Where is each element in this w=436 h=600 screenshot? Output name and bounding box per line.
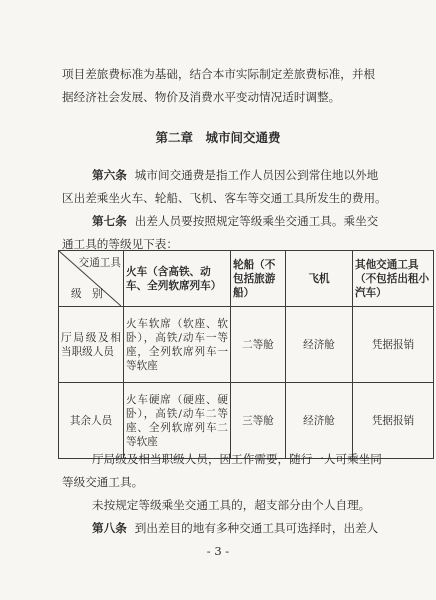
header-train: 火车（含高铁、动车、全列软席列车）: [124, 251, 231, 307]
text-line: 据经济社会发展、物价及消费水平变动情况适时调整。: [62, 90, 341, 104]
article-7-line-1: [92, 213, 378, 229]
article-7-text: 出差人员要按照规定等级乘坐交通工具。乘坐交: [134, 214, 379, 228]
row-other: 凭据报销: [353, 307, 434, 383]
header-plane: 飞机: [286, 251, 353, 307]
table-row: [59, 383, 434, 459]
chapter-title: 第二章 城市间交通费: [155, 130, 281, 145]
row-plane: 经济舱: [286, 307, 353, 383]
article-7-line-2: 通工具的等级见下表：: [62, 237, 178, 251]
article-6-line-1: [92, 167, 378, 183]
row-ship: 二等舱: [231, 307, 286, 383]
header-other: 其他交通工具（不包括出租小汽车）: [353, 251, 434, 307]
table-header-row: [59, 251, 434, 307]
text-line: 未按规定等级乘坐交通工具的，超支部分由个人自理。: [92, 498, 371, 512]
text-line: 项目差旅费标准为基础，结合本市实际制定差旅费标准，并根: [62, 67, 376, 81]
header-ship: 轮船（不包括旅游船）: [231, 251, 286, 307]
article-6-line-2: 区出差乘坐火车、轮船、飞机、客车等交通工具所发生的费用。: [62, 191, 387, 205]
row-ship: 三等舱: [231, 383, 286, 459]
text-line: 厅局级及相当职级人员，因工作需要，随行一人可乘坐同: [92, 452, 382, 466]
diagonal-header-cell: [59, 251, 124, 307]
table-row: [59, 307, 434, 383]
row-plane: 经济舱: [286, 383, 353, 459]
text-line: 等级交通工具。: [62, 475, 144, 489]
row-other: 凭据报销: [353, 383, 434, 459]
row-level: 其余人员: [59, 383, 124, 459]
article-8-line-1: [92, 520, 378, 536]
article-6-text: 城市间交通费是指工作人员因公到常住地以外地: [134, 168, 379, 182]
header-transport: 交通工具: [78, 257, 121, 269]
row-train: 火车硬席（硬座、硬卧），高铁/动车二等座、全列软席列车二等软座: [124, 383, 231, 459]
transport-level-table: [58, 250, 434, 459]
header-level: 级 别: [71, 288, 103, 300]
article-7-label: 第七条: [92, 214, 127, 228]
row-level: 厅局级及相当职级人员: [59, 307, 124, 383]
article-8-label: 第八条: [92, 521, 127, 535]
article-8-text: 到出差目的地有多种交通工具可选择时，出差人: [134, 521, 379, 535]
page-number: - 3 -: [206, 544, 230, 558]
article-6-label: 第六条: [92, 168, 127, 182]
row-train: 火车软席（软座、软卧），高铁/动车一等座，全列软席列车一等软座: [124, 307, 231, 383]
